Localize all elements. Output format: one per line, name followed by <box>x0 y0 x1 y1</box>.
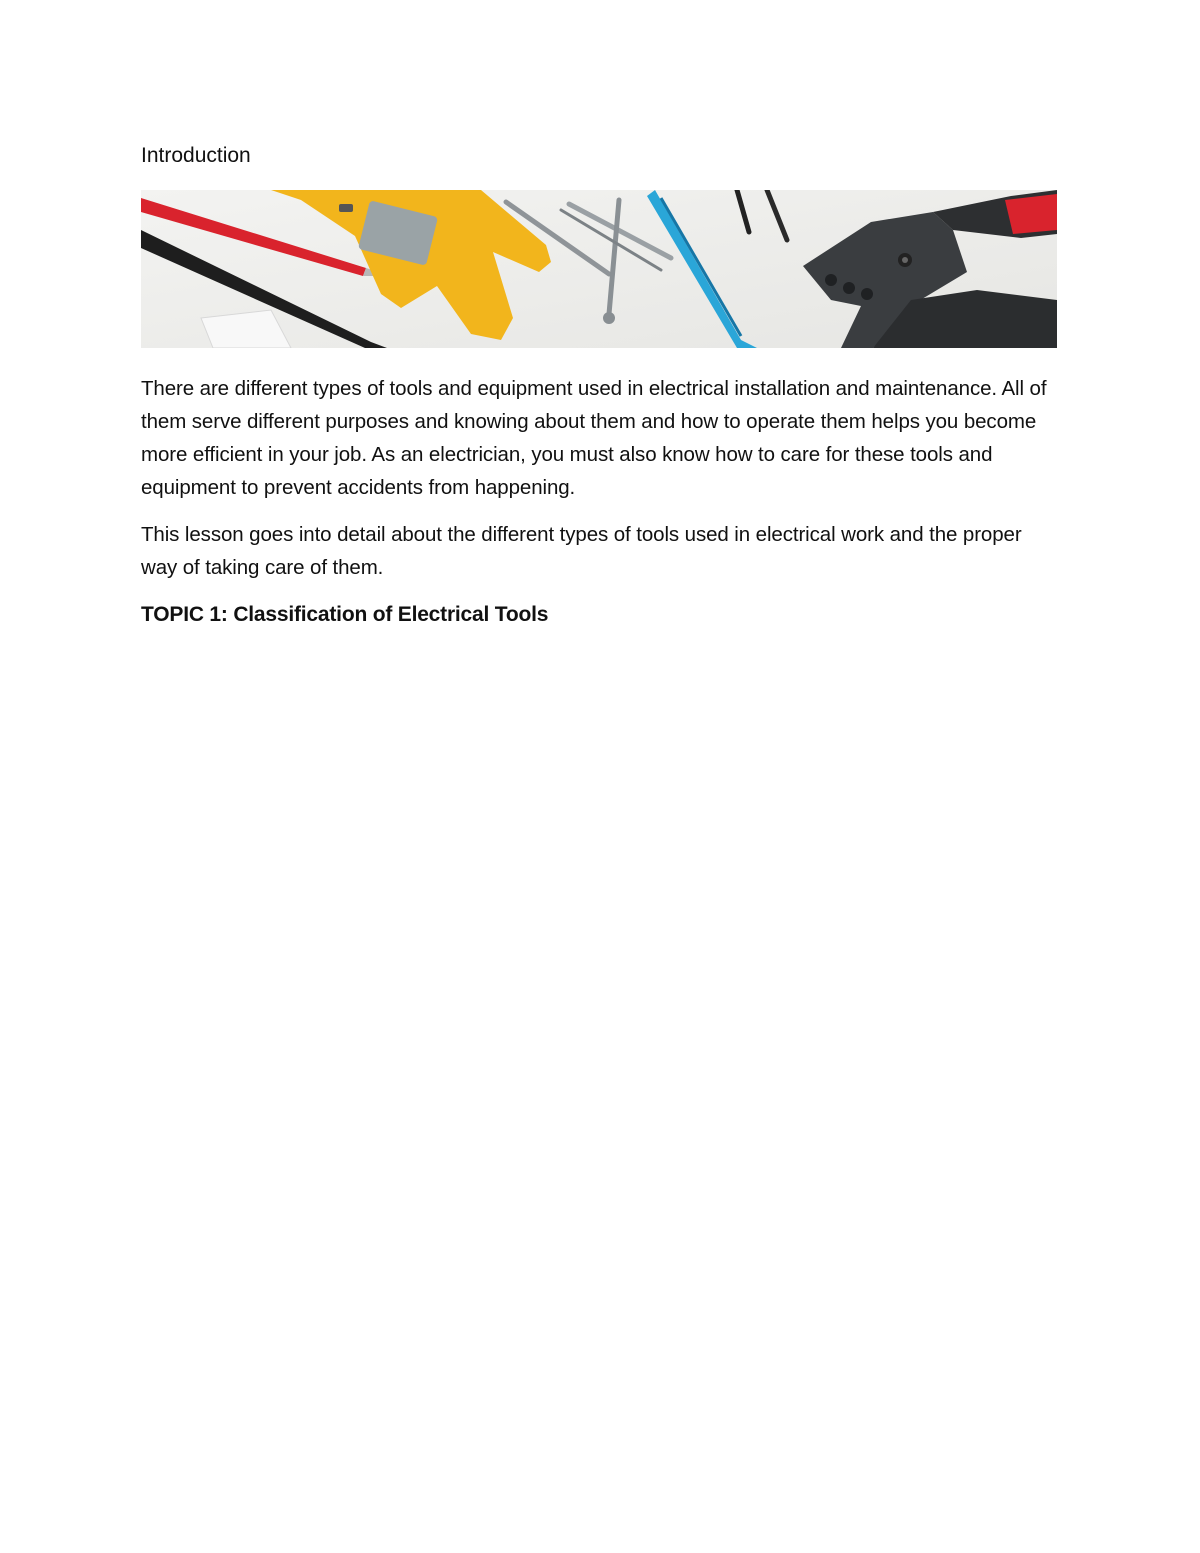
document-content <box>141 138 1061 632</box>
intro-paragraph-1: There are different types of tools and equipment used in electrical installation and maintenance. All of them serve different purposes and knowing about them and how to operate them helps you become more efficient in your job. As an electrician, you must also know how to care for these tools and equipment to prevent accidents from happening. <box>141 377 1047 499</box>
intro-paragraph-2: This lesson goes into detail about the different types of tools used in electrical work and the proper way of taking care of them. <box>141 523 1022 579</box>
topic-heading: TOPIC 1: Classification of Electrical Tools <box>141 603 549 626</box>
intro-heading: Introduction <box>141 144 251 167</box>
electrical-tools-banner-image <box>141 190 1057 348</box>
